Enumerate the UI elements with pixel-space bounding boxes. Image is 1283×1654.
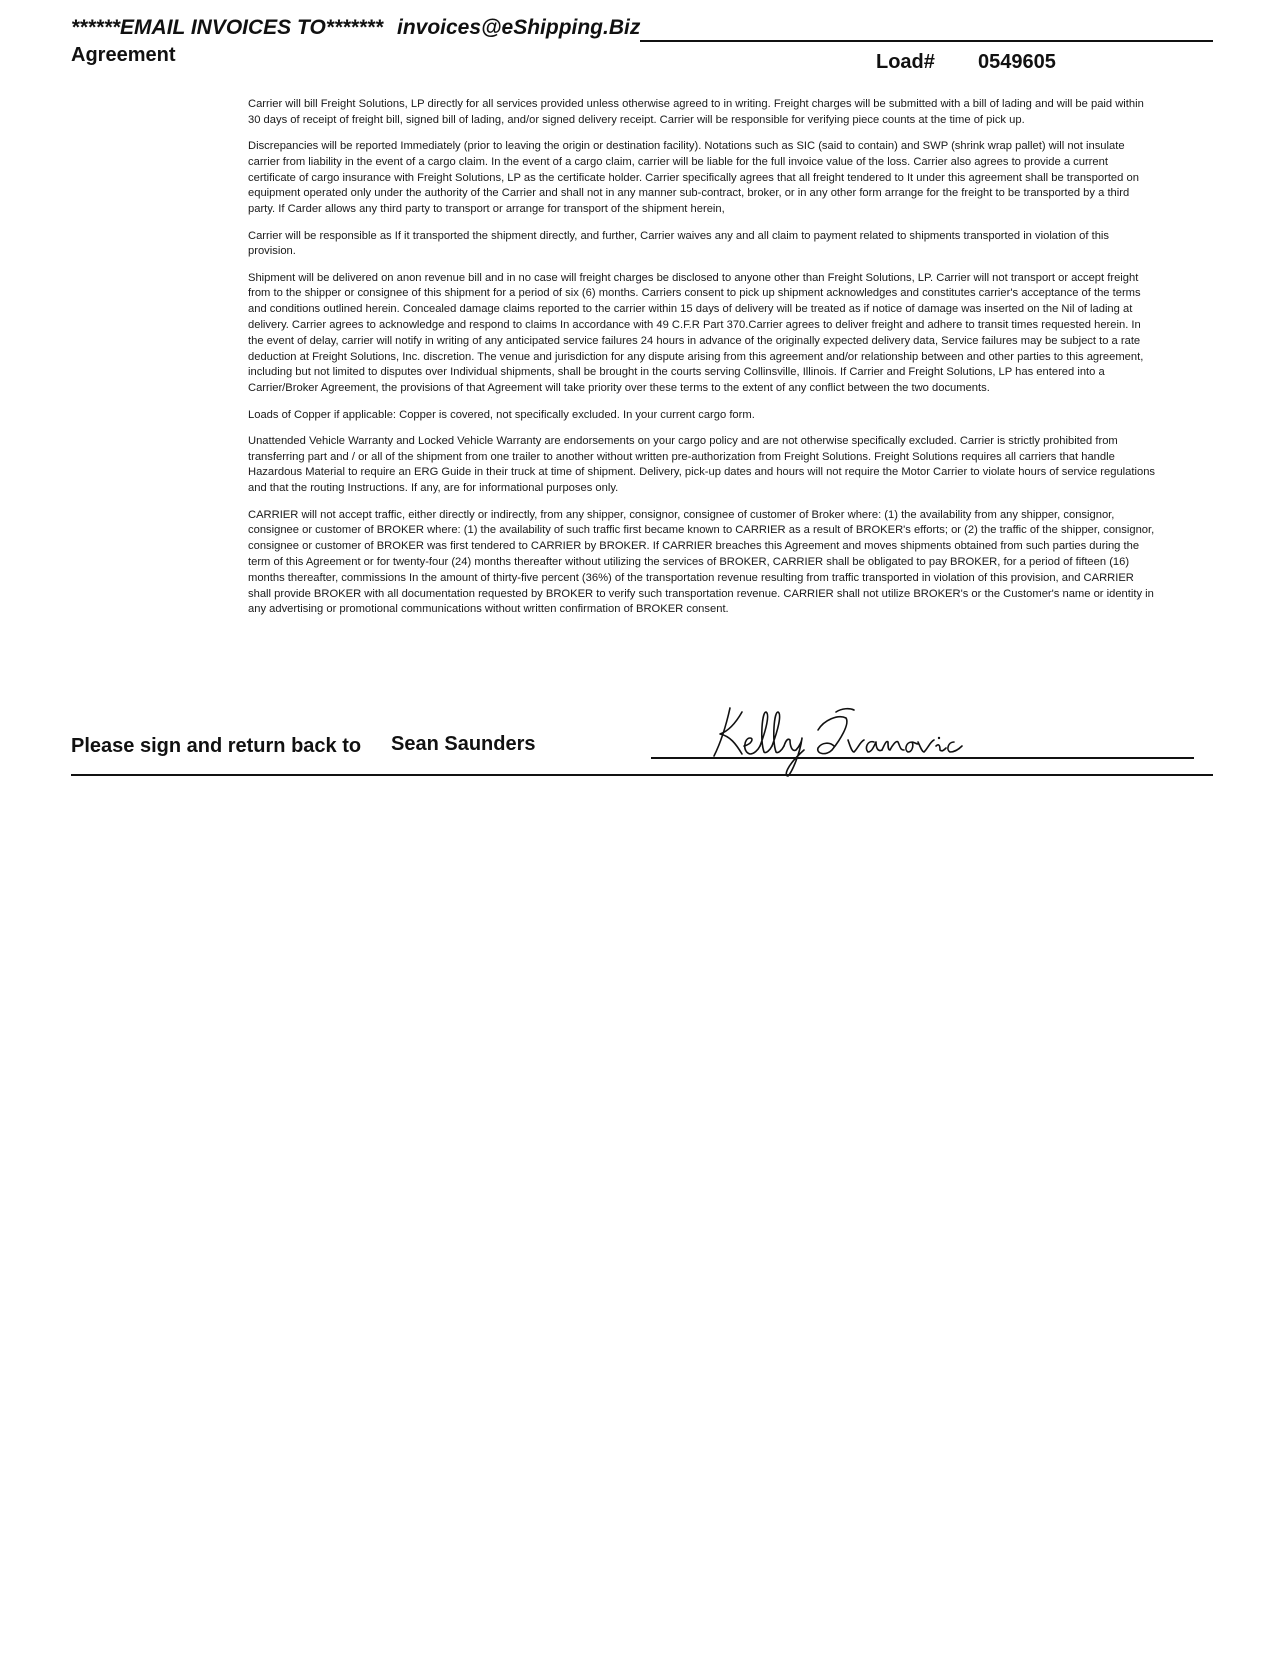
terms-paragraph: Carrier will be responsible as If it transported the shipment directly, and further, Carrier waives any and all claim to payment related to shipments transported in violation of this provision. [248,229,1110,258]
terms-paragraph: Unattended Vehicle Warranty and Locked Vehicle Warranty are endorsements on your cargo policy and are not otherwise specifically excluded. Carrier is strictly prohibited from transferring part and / or all of the shipment from one trailer to another without written pre-authorization from Freight Solutions. Freight Solutions requires all carriers that handle Hazardous Material to require an ERG Guide in their truck at time of shipment. Delivery, pick-up dates and hours will not require the Motor Carrier to violate hours of service regulations and that the routing Instructions. If any, are for informational purposes only. [248,434,1156,495]
bottom-divider [71,774,1213,776]
document-title: Agreement [71,44,176,66]
terms-paragraph: Discrepancies will be reported Immediately (prior to leaving the origin or destination facility). Notations such as SIC (said to contain) and SWP (shrink wrap pallet) will not insulate carrier from liability in the event of a cargo claim. In the event of a cargo claim, carrier will be liable for the full invoice value of the loss. Carrier also agrees to provide a current certificate of cargo insurance with Freight Solutions, LP as the certificate holder. Carrier specifically agrees that all freight tendered to It under this agreement shall be transported on equipment operated only under the authority of the Carrier and shall not in any manner sub-contract, broker, or in any other form arrange for the freight to be transported by a third party. If Carder allows any third party to transport or arrange for transport of the shipment herein, [248,140,1139,216]
invoice-email-address: invoices@eShipping.Biz [397,16,641,39]
agreement-terms [248,97,1156,629]
email-invoices-header [71,16,1211,40]
terms-paragraph: Loads of Copper if applicable: Copper is covered, not specifically excluded. In your current cargo form. [248,408,755,421]
email-invoices-prefix: ******EMAIL INVOICES TO******* [71,16,383,39]
terms-paragraph: Carrier will bill Freight Solutions, LP directly for all services provided unless otherwise agreed to in writing. Freight charges will be submitted with a bill of lading and will be paid within 30 days of receipt of freight bill, signed bill of lading, and/or signed delivery receipt. Carrier will be responsible for verifying piece counts at the time of pick up. [248,98,1144,126]
load-number-label: Load# [876,51,935,73]
terms-paragraph: Shipment will be delivered on anon revenue bill and in no case will freight charges be disclosed to anyone other than Freight Solutions, LP. Carrier will not transport or accept freight from to the shipper or consignee of this shipment for a period of six (6) months. Carriers consent to pick up shipment acknowledges and constitutes carrier's acceptance of the terms and conditions outlined herein. Concealed damage claims reported to the carrier within 15 days of delivery will be treated as if notice of damage was inserted on the Nil of lading at delivery. Carrier agrees to acknowledge and respond to claims In accordance with 49 C.F.R Part 370.Carrier agrees to deliver freight and adhere to transit times requested herein. In the event of delay, carrier will notify in writing of any anticipated service failures 24 hours in advance of the originally expected delivery data, Service failures may be subject to a rate deduction at Freight Solutions, Inc. discretion. The venue and jurisdiction for any dispute arising from this agreement and/or relationship between and other parties to this agreement, including but not limited to disputes over Individual shipments, shall be brought in the courts serving Collinsville, Illinois. If Carrier and Freight Solutions, LP has entered into a Carrier/Broker Agreement, the provisions of that Agreement will take priority over these terms to the extent of any conflict between the two documents. [248,271,1144,395]
terms-paragraph: CARRIER will not accept traffic, either directly or indirectly, from any shipper, consignor, consignee of customer of Broker where: (1) the availability from any shipper, consignor, consignee or customer of BROKER where: (1) the availability of such traffic first became known to CARRIER as a result of BROKER's efforts; or (2) the traffic of the shipper, consignor, consignee or customer of BROKER was first tendered to CARRIER by BROKER. If CARRIER breaches this Agreement and moves shipments obtained from such parties during the term of this Agreement or for twenty-four (24) months thereafter without utilizing the services of BROKER, CARRIER shall be obligated to pay BROKER, for a period of fifteen (16) months thereafter, commissions In the amount of thirty-five percent (36%) of the transportation revenue resulting from traffic transported in violation of this provision, and CARRIER shall provide BROKER with all documentation requested by BROKER to verify such transportation revenue. CARRIER shall not utilize BROKER's or the Customer's name or identity in any advertising or promotional communications without written confirmation of BROKER consent. [248,508,1155,616]
sign-return-label: Please sign and return back to [71,735,362,757]
signature-line [651,757,1194,759]
header-underline [640,40,1213,42]
return-contact-name: Sean Saunders [391,733,536,755]
handwritten-signature [708,700,972,780]
load-number-value: 0549605 [978,51,1056,73]
